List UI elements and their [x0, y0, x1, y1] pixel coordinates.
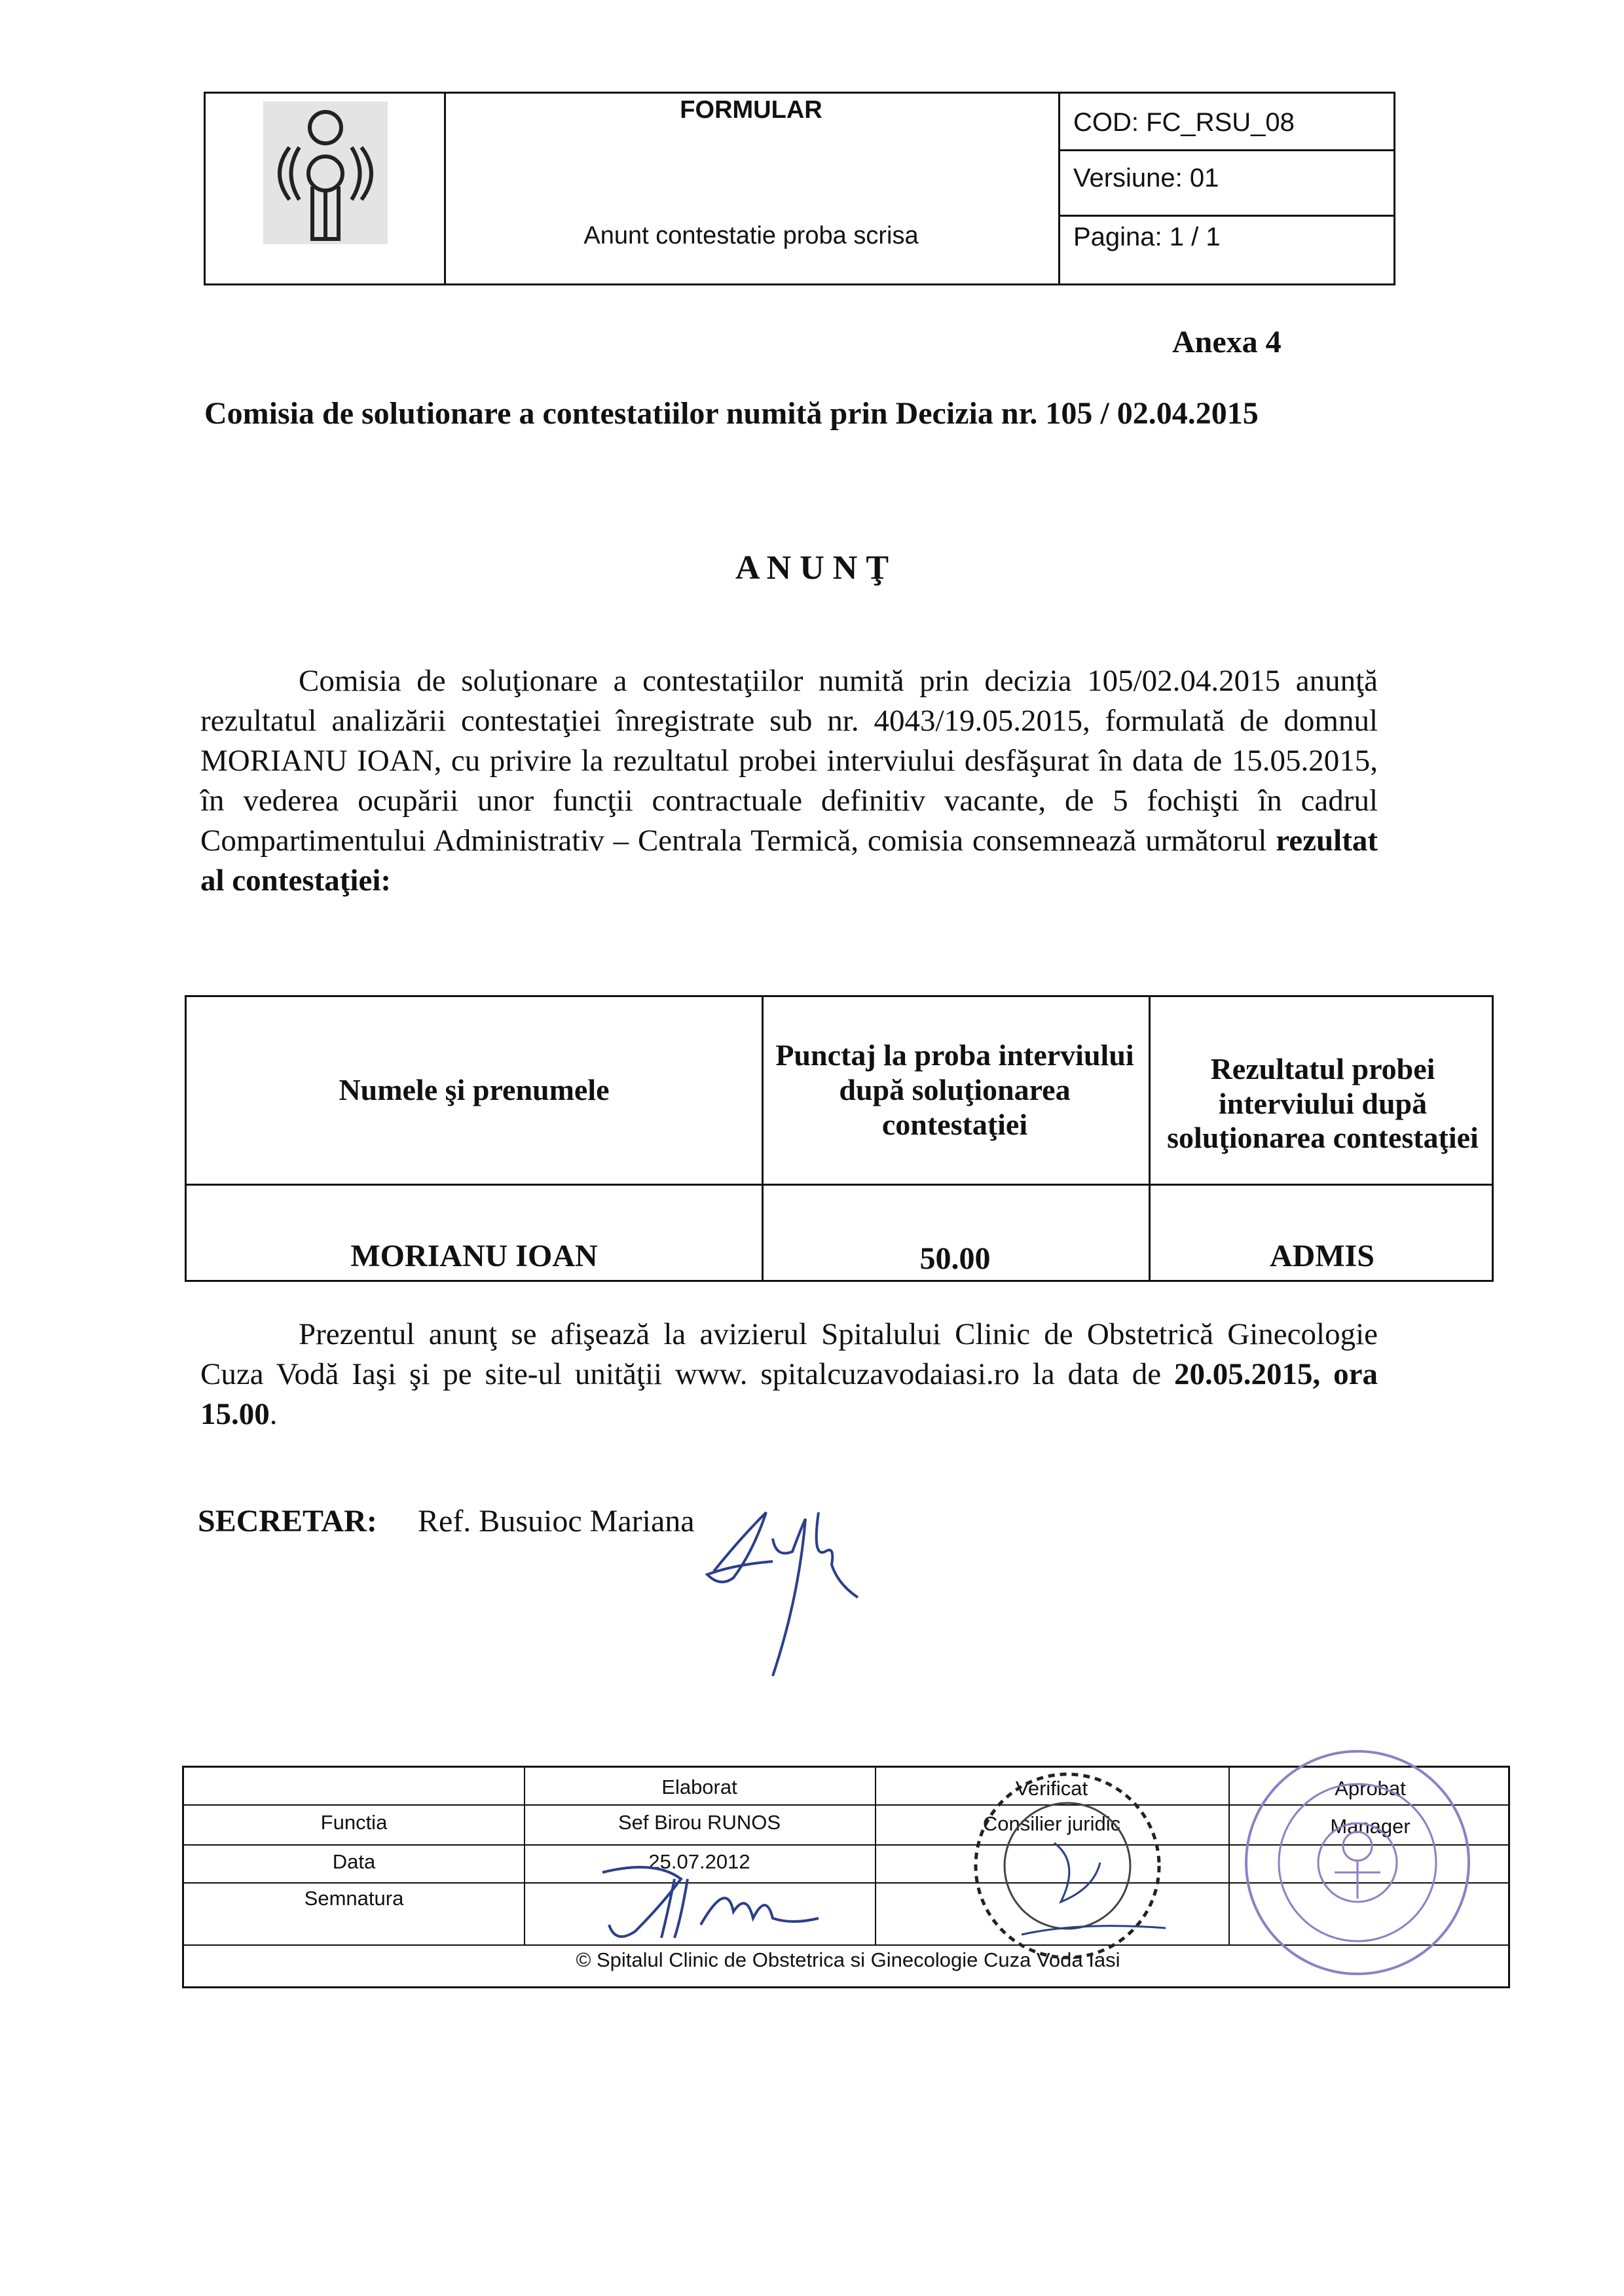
row-functia: Functia — [320, 1811, 388, 1834]
commission-line: Comisia de solutionare a contestatiilor numită prin Decizia nr. 105 / 02.04.2015 — [204, 396, 1259, 431]
row-result: ADMIS — [1269, 1239, 1375, 1273]
results-table — [185, 995, 1494, 1282]
hospital-stamp — [1236, 1741, 1479, 1984]
posting-paragraph — [200, 1315, 1378, 1434]
row-semnatura: Semnatura — [304, 1887, 404, 1910]
page-title: A N U N Ţ — [735, 549, 889, 587]
form-page: Pagina: 1 / 1 — [1073, 223, 1221, 251]
row-name: MORIANU IOAN — [350, 1239, 598, 1273]
header-result: Rezultatul probei interviului după soluţionarea contestaţiei — [1167, 1051, 1479, 1155]
hospital-logo — [263, 101, 388, 244]
col-aprobat: Aprobat — [1335, 1777, 1406, 1800]
paragraph-text: Comisia de soluţionare a contestaţiilor numită prin decizia 105/02.04.2015 anunţă rezultatul analizării contestaţiei înregistrate sub nr. 4043/19.05.2015, formulată de domnul MORIANU IOAN, cu privire la rezultatul probei interviului desfăşurat în data de 15.05.2015, în vederea ocupării unor funcţii contractuale definitiv vacante, de 5 fochişti în cadrul Compartimentului Administrativ – Centrala Termică, comisia consemnează următorul — [200, 664, 1378, 858]
copyright: © Spitalul Clinic de Obstetrica si Ginecologie Cuza Voda Iasi — [576, 1948, 1120, 1971]
col-verificat: Verificat — [1015, 1777, 1088, 1800]
posting-date: 20.05.2015, ora 15.00 — [200, 1357, 1378, 1431]
header-score: Punctaj la proba interviului după soluţionarea contestaţiei — [775, 1038, 1134, 1141]
secretary-signature — [694, 1499, 877, 1689]
form-code: COD: FC_RSU_08 — [1073, 108, 1295, 137]
juridic-stamp — [950, 1758, 1185, 1967]
posting-end: . — [269, 1397, 278, 1431]
secretary-label: SECRETAR: — [198, 1504, 377, 1539]
elaborat-functia: Sef Birou RUNOS — [618, 1811, 781, 1834]
annex-label: Anexa 4 — [1172, 325, 1282, 359]
header-name: Numele şi prenumele — [339, 1073, 610, 1107]
verificat-functia: Consilier juridic — [982, 1812, 1121, 1835]
form-subtitle: Anunt contestatie proba scrisa — [583, 222, 919, 249]
paragraph-bold: rezultat al contestaţiei: — [200, 824, 1378, 898]
announcement-paragraph — [200, 661, 1378, 901]
secretary-name: Ref. Busuioc Mariana — [418, 1504, 695, 1539]
posting-text: Prezentul anunţ se afişează la avizierul Spitalului Clinic de Obstetrică Ginecologie Cuza Vodă Iaşi şi pe site-ul unităţii www. spitalcuzavodaiasi.ro la data de — [200, 1317, 1378, 1391]
row-data: Data — [332, 1850, 376, 1873]
header-table — [204, 92, 1395, 285]
col-elaborat: Elaborat — [661, 1776, 737, 1798]
form-title: FORMULAR — [680, 96, 822, 124]
aprobat-functia: Manager — [1330, 1815, 1411, 1838]
row-score: 50.00 — [919, 1241, 991, 1276]
elaborat-data: 25.07.2012 — [648, 1850, 750, 1873]
elaborat-signature — [576, 1853, 825, 1951]
form-version: Versiune: 01 — [1073, 164, 1219, 192]
